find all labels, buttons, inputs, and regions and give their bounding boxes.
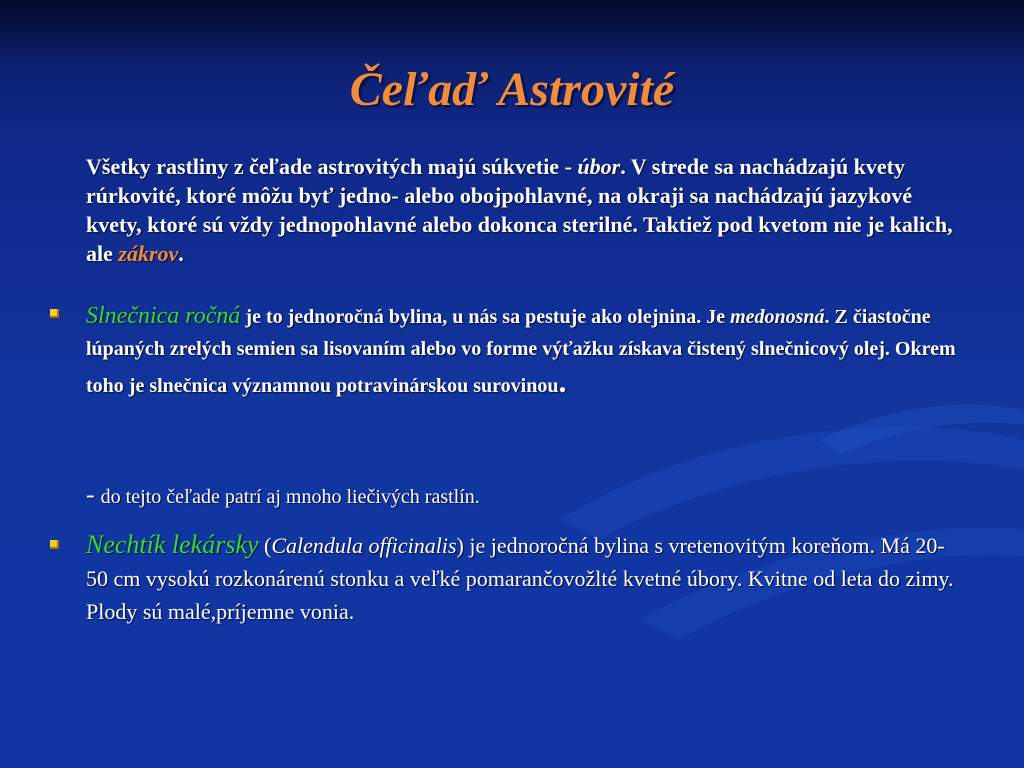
item-nechtik-latin: Calendula officinalis xyxy=(271,533,457,558)
item-nechtik-close: ) xyxy=(456,533,464,558)
item-nechtik-text: je jednoročná bylina s vretenovitým koreňom. Má 20-50 cm vysokú rozkonárenú stonku a veľké pomarančovožlté kvetné úbory. Kvitne od leta do zimy. Plody sú malé,príjemne vonia. xyxy=(86,533,954,624)
note-text: do tejto čeľade patrí aj mnoho liečivých rastlín. xyxy=(100,486,480,508)
item-slnecnica-text-1: je to jednoročná bylina, u nás sa pestuje ako olejnina. Je xyxy=(240,306,731,328)
item-slnecnica-medonosna: medonosná xyxy=(730,306,825,328)
intro-paragraph xyxy=(86,152,966,268)
item-slnecnica-dot: . xyxy=(558,363,567,399)
intro-ubor: úbor xyxy=(577,154,621,179)
item-slnecnica-name: Slnečnica ročná xyxy=(86,303,241,329)
item-slnecnica xyxy=(86,300,966,402)
bullet-icon xyxy=(50,309,60,319)
bullet-icon xyxy=(50,540,60,550)
intro-text-1: Všetky rastliny z čeľade astrovitých majú súkvetie - xyxy=(86,154,578,179)
item-nechtik xyxy=(86,528,966,628)
note-dash: - xyxy=(86,480,95,509)
intro-zakrov: zákrov xyxy=(118,241,179,266)
intro-end: . xyxy=(178,241,184,266)
item-nechtik-open: ( xyxy=(258,533,272,558)
item-slnecnica-text-2: . Z čiastočne lúpaných zrelých semien sa lisovaním alebo vo forme výťažku získava čistený slnečnicový olej. Okrem toho je slnečnica významnou potravinárskou surovinou xyxy=(86,306,956,397)
slide-title: Čeľaď Astrovité xyxy=(349,63,675,116)
item-nechtik-name: Nechtík lekársky xyxy=(86,530,259,559)
note-line xyxy=(86,480,480,510)
intro-text-2: . V strede sa nachádzajú kvety rúrkovité, ktoré môžu byť jedno- alebo obojpohlavné, na okraji sa nachádzajú jazykové kvety, ktoré sú vždy jednopohlavné alebo dokonca sterilné. Taktiež pod kvetom nie je kalich, ale xyxy=(86,154,953,266)
